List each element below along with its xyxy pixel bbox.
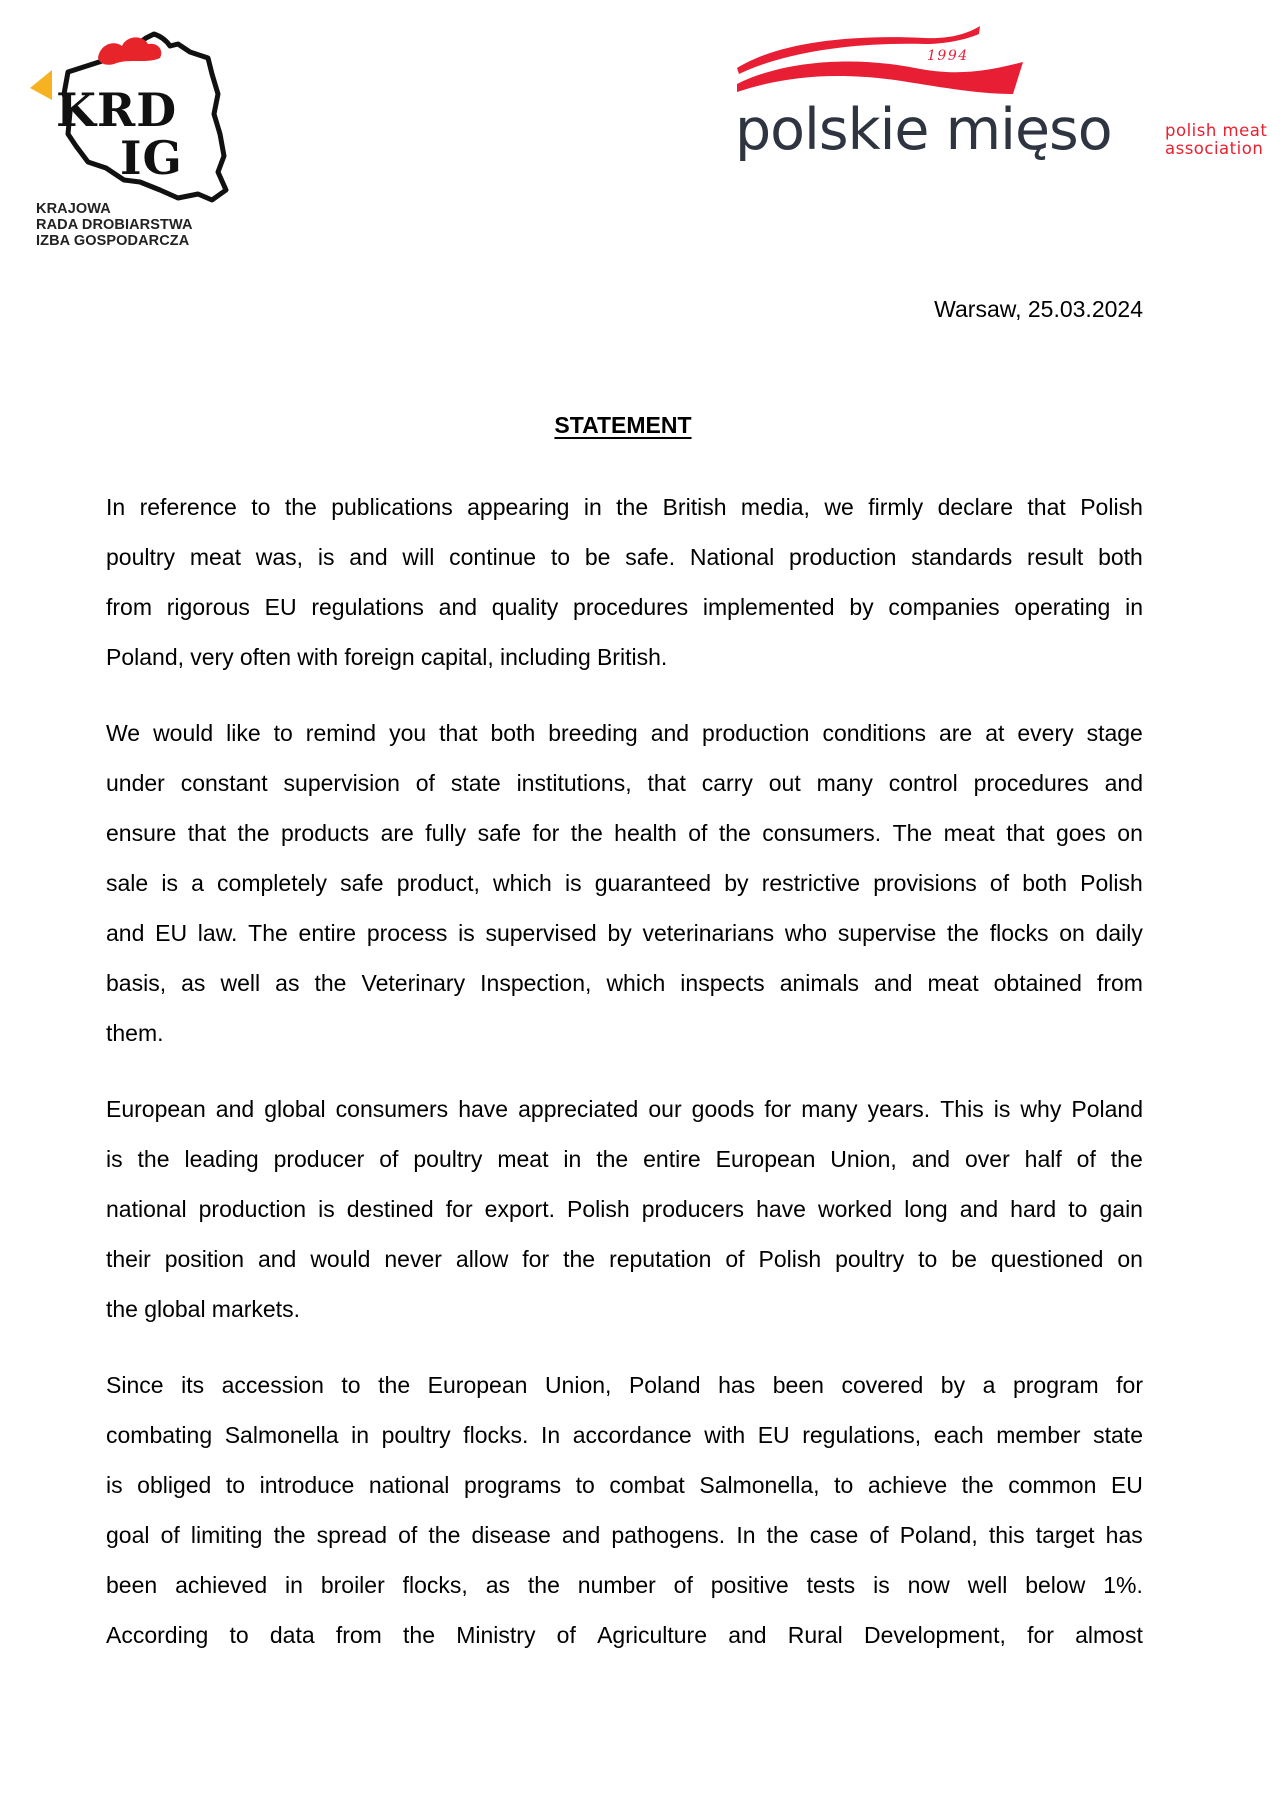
paragraph-line: national production is destined for export. Polish producers have worked long and hard to gain xyxy=(106,1196,1143,1222)
paragraph-line: ensure that the products are fully safe for the health of the consumers. The meat that goes on xyxy=(106,820,1143,846)
paragraph-line: European and global consumers have appreciated our goods for many years. This is why Poland xyxy=(106,1096,1143,1122)
paragraph-line: their position and would never allow for the reputation of Polish poultry to be questioned on xyxy=(106,1246,1143,1272)
krd-subtitle-line: KRAJOWA xyxy=(36,201,111,217)
paragraph-line: the global markets. xyxy=(106,1296,300,1322)
paragraph-line: combating Salmonella in poultry flocks. In accordance with EU regulations, each member state xyxy=(106,1422,1143,1448)
paragraph-line: and EU law. The entire process is supervised by veterinarians who supervise the flocks on daily xyxy=(106,920,1143,946)
paragraph-line: In reference to the publications appearing in the British media, we firmly declare that Polish xyxy=(106,494,1143,520)
paragraph-line: been achieved in broiler flocks, as the number of positive tests is now well below 1%. xyxy=(106,1572,1143,1598)
paragraph-line: goal of limiting the spread of the disease and pathogens. In the case of Poland, this target has xyxy=(106,1522,1143,1548)
paragraph-line: under constant supervision of state institutions, that carry out many control procedures and xyxy=(106,770,1143,796)
paragraph xyxy=(106,490,1143,690)
polskie-mieso-logo xyxy=(735,24,1288,174)
logo-acronym-krd: KRD xyxy=(56,83,178,137)
logo-tagline-line: association xyxy=(1165,139,1264,158)
paragraph-line: from rigorous EU regulations and quality procedures implemented by companies operating in xyxy=(106,594,1143,620)
paragraph-line: is obliged to introduce national programs to combat Salmonella, to achieve the common EU xyxy=(106,1472,1143,1498)
place-and-date: Warsaw, 25.03.2024 xyxy=(934,296,1143,322)
paragraph-line: We would like to remind you that both breeding and production conditions are at every stage xyxy=(106,720,1143,746)
poland-map-outline-icon xyxy=(28,14,238,214)
paragraph-line: According to data from the Ministry of Agriculture and Rural Development, for almost xyxy=(106,1622,1143,1648)
paragraph-line: Poland, very often with foreign capital, including British. xyxy=(106,644,668,670)
krd-subtitle-line: RADA DROBIARSTWA xyxy=(36,217,193,233)
logo-year: 1994 xyxy=(927,48,969,64)
logo-tagline xyxy=(1165,122,1267,158)
paragraph-line: Since its accession to the European Union, Poland has been covered by a program for xyxy=(106,1372,1143,1398)
paragraph-line: basis, as well as the Veterinary Inspection, which inspects animals and meat obtained from xyxy=(106,970,1143,996)
paragraph xyxy=(106,1092,1143,1342)
paragraph-line: is the leading producer of poultry meat in the entire European Union, and over half of the xyxy=(106,1146,1143,1172)
krd-subtitle-line: IZBA GOSPODARCZA xyxy=(36,233,190,249)
paragraph xyxy=(106,716,1143,1066)
logo-wordmark: polskie mięso xyxy=(735,97,1112,163)
comb-shape xyxy=(98,37,161,64)
logo-acronym-ig: IG xyxy=(120,131,183,185)
paragraph-line: them. xyxy=(106,1020,164,1046)
document-title-text: STATEMENT xyxy=(554,412,692,438)
flag-ribbon-icon xyxy=(735,24,1065,99)
paragraph-line: poultry meat was, is and will continue to be safe. National production standards result both xyxy=(106,544,1143,570)
document-title xyxy=(0,412,1246,439)
document-body xyxy=(106,490,1143,1694)
krd-ig-subtitle xyxy=(36,201,193,249)
logo-tagline-line: polish meat xyxy=(1165,121,1268,140)
paragraph-line: sale is a completely safe product, which is guaranteed by restrictive provisions of both Polish xyxy=(106,870,1143,896)
beak-shape xyxy=(30,70,52,100)
paragraph xyxy=(106,1368,1143,1668)
